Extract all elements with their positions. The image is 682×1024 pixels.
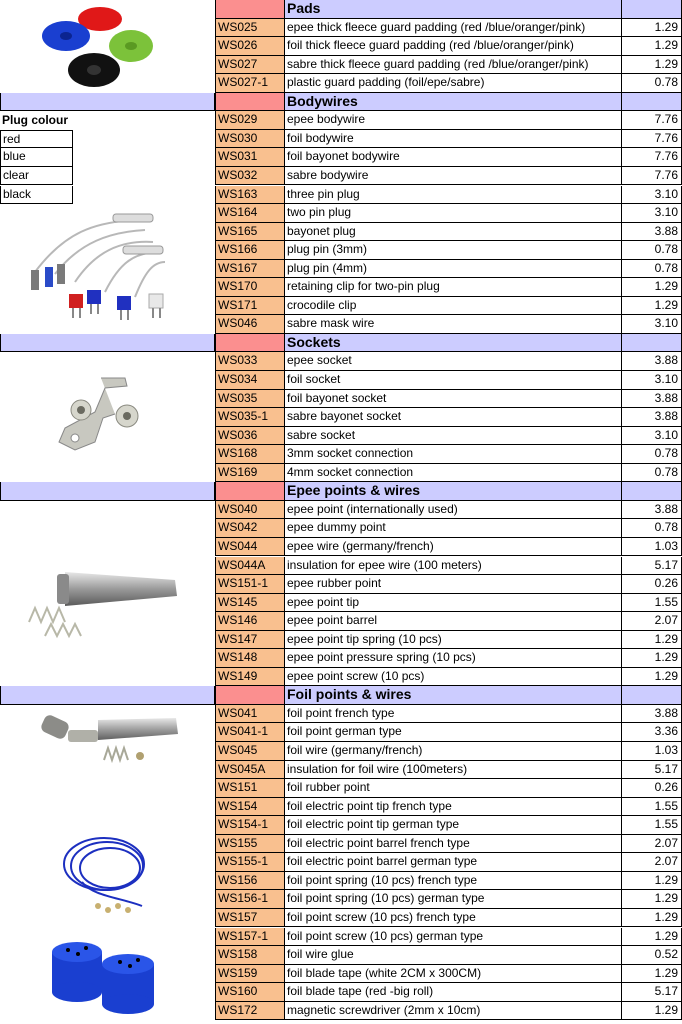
product-price: 1.29 <box>622 928 682 947</box>
section-header-code-cell <box>215 482 285 501</box>
product-price: 2.07 <box>622 853 682 872</box>
product-price: 3.88 <box>622 223 682 242</box>
product-price: 3.10 <box>622 186 682 205</box>
bodywire-plugs-picture <box>25 212 185 322</box>
plug-colour-item: red <box>0 130 73 149</box>
product-description: plug pin (3mm) <box>285 241 622 260</box>
product-code: WS044A <box>215 557 285 576</box>
product-description: epee point (internationally used) <box>285 501 622 520</box>
product-code: WS035 <box>215 390 285 409</box>
plug-colour-item: black <box>0 186 73 205</box>
product-description: foil blade tape (red -big roll) <box>285 983 622 1002</box>
product-row <box>0 538 682 557</box>
product-row <box>0 167 682 186</box>
product-price: 3.88 <box>622 390 682 409</box>
product-code: WS033 <box>215 352 285 371</box>
product-price: 0.52 <box>622 946 682 965</box>
product-description: foil wire (germany/french) <box>285 742 622 761</box>
product-description: epee rubber point <box>285 575 622 594</box>
section-header-row <box>0 334 682 353</box>
product-price: 1.03 <box>622 742 682 761</box>
product-price: 0.78 <box>622 74 682 93</box>
product-code: WS166 <box>215 241 285 260</box>
product-price: 1.29 <box>622 649 682 668</box>
product-description: retaining clip for two-pin plug <box>285 278 622 297</box>
product-code: WS145 <box>215 594 285 613</box>
product-code: WS156 <box>215 872 285 891</box>
product-price: 0.78 <box>622 241 682 260</box>
product-price: 3.10 <box>622 427 682 446</box>
screw-cases-picture <box>50 932 160 1016</box>
section-title: Foil points & wires <box>285 686 622 705</box>
product-price: 1.29 <box>622 909 682 928</box>
section-title: Sockets <box>285 334 622 353</box>
product-description: insulation for foil wire (100meters) <box>285 761 622 780</box>
product-price: 7.76 <box>622 130 682 149</box>
product-description: foil point spring (10 pcs) german type <box>285 890 622 909</box>
plug-colour-title: Plug colour <box>2 113 68 128</box>
product-code: WS025 <box>215 19 285 38</box>
product-row <box>0 148 682 167</box>
section-header-row <box>0 93 682 112</box>
product-price: 0.78 <box>622 260 682 279</box>
product-code: WS045 <box>215 742 285 761</box>
product-code: WS149 <box>215 668 285 687</box>
product-description: sabre mask wire <box>285 315 622 334</box>
product-description: 4mm socket connection <box>285 464 622 483</box>
guard-pads-picture <box>38 4 156 90</box>
product-description: foil point screw (10 pcs) french type <box>285 909 622 928</box>
sockets-picture <box>45 372 155 458</box>
product-code: WS040 <box>215 501 285 520</box>
product-description: foil rubber point <box>285 779 622 798</box>
foil-wire-picture <box>62 836 162 916</box>
product-price: 1.29 <box>622 37 682 56</box>
epee-point-picture <box>25 566 190 641</box>
product-code: WS034 <box>215 371 285 390</box>
product-price: 7.76 <box>622 167 682 186</box>
product-price: 1.29 <box>622 890 682 909</box>
product-code: WS151 <box>215 779 285 798</box>
product-code: WS035-1 <box>215 408 285 427</box>
section-title: Epee points & wires <box>285 482 622 501</box>
section-header-price-cell <box>622 334 682 353</box>
product-price: 1.55 <box>622 594 682 613</box>
product-description: foil point french type <box>285 705 622 724</box>
product-description: foil bayonet socket <box>285 390 622 409</box>
section-header-left-band <box>0 482 215 501</box>
product-row <box>0 779 682 798</box>
product-price: 1.03 <box>622 538 682 557</box>
section-header-left-band <box>0 334 215 353</box>
product-code: WS157-1 <box>215 928 285 947</box>
product-code: WS163 <box>215 186 285 205</box>
section-header-code-cell <box>215 93 285 112</box>
product-code: WS158 <box>215 946 285 965</box>
product-code: WS029 <box>215 111 285 130</box>
product-price: 3.88 <box>622 501 682 520</box>
section-title: Bodywires <box>285 93 622 112</box>
product-description: epee socket <box>285 352 622 371</box>
product-code: WS041-1 <box>215 723 285 742</box>
product-code: WS147 <box>215 631 285 650</box>
section-header-price-cell <box>622 482 682 501</box>
product-code: WS170 <box>215 278 285 297</box>
product-description: foil point screw (10 pcs) german type <box>285 928 622 947</box>
product-row <box>0 798 682 817</box>
product-description: foil electric point barrel french type <box>285 835 622 854</box>
product-code: WS045A <box>215 761 285 780</box>
product-description: foil point spring (10 pcs) french type <box>285 872 622 891</box>
product-description: foil blade tape (white 2CM x 300CM) <box>285 965 622 984</box>
section-header-left-band <box>0 93 215 112</box>
product-price: 5.17 <box>622 761 682 780</box>
product-code: WS046 <box>215 315 285 334</box>
product-code: WS154 <box>215 798 285 817</box>
product-code: WS164 <box>215 204 285 223</box>
product-price: 1.29 <box>622 278 682 297</box>
product-code: WS159 <box>215 965 285 984</box>
product-description: epee bodywire <box>285 111 622 130</box>
product-price: 0.78 <box>622 445 682 464</box>
product-description: epee dummy point <box>285 519 622 538</box>
product-row <box>0 668 682 687</box>
product-price: 0.26 <box>622 779 682 798</box>
product-code: WS165 <box>215 223 285 242</box>
product-price: 1.29 <box>622 965 682 984</box>
product-price: 0.78 <box>622 464 682 483</box>
product-description: 3mm socket connection <box>285 445 622 464</box>
product-code: WS146 <box>215 612 285 631</box>
product-code: WS148 <box>215 649 285 668</box>
plug-colour-item: clear <box>0 167 73 186</box>
product-code: WS157 <box>215 909 285 928</box>
product-price: 1.55 <box>622 816 682 835</box>
product-description: epee point screw (10 pcs) <box>285 668 622 687</box>
product-price: 3.10 <box>622 371 682 390</box>
foil-point-picture <box>40 710 180 770</box>
product-description: plastic guard padding (foil/epe/sabre) <box>285 74 622 93</box>
product-price: 1.55 <box>622 798 682 817</box>
product-code: WS030 <box>215 130 285 149</box>
product-row <box>0 501 682 520</box>
product-description: magnetic screwdriver (2mm x 10cm) <box>285 1002 622 1021</box>
product-price: 1.29 <box>622 56 682 75</box>
product-code: WS172 <box>215 1002 285 1021</box>
product-code: WS044 <box>215 538 285 557</box>
product-code: WS031 <box>215 148 285 167</box>
product-price: 7.76 <box>622 148 682 167</box>
product-description: insulation for epee wire (100 meters) <box>285 557 622 576</box>
product-price: 3.10 <box>622 204 682 223</box>
product-description: foil wire glue <box>285 946 622 965</box>
product-row <box>0 649 682 668</box>
product-description: two pin plug <box>285 204 622 223</box>
product-code: WS032 <box>215 167 285 186</box>
product-price: 1.29 <box>622 19 682 38</box>
product-description: foil bodywire <box>285 130 622 149</box>
product-description: bayonet plug <box>285 223 622 242</box>
section-header-code-cell <box>215 334 285 353</box>
product-code: WS027 <box>215 56 285 75</box>
product-code: WS036 <box>215 427 285 446</box>
product-code: WS171 <box>215 297 285 316</box>
product-description: sabre thick fleece guard padding (red /blue/oranger/pink) <box>285 56 622 75</box>
section-header-price-cell <box>622 0 682 19</box>
section-title: Pads <box>285 0 622 19</box>
product-description: epee point tip spring (10 pcs) <box>285 631 622 650</box>
product-description: foil bayonet bodywire <box>285 148 622 167</box>
product-row <box>0 816 682 835</box>
product-code: WS167 <box>215 260 285 279</box>
product-description: foil socket <box>285 371 622 390</box>
section-header-code-cell <box>215 686 285 705</box>
product-price: 1.29 <box>622 668 682 687</box>
section-header-code-cell <box>215 0 285 19</box>
section-header-row <box>0 686 682 705</box>
product-code: WS151-1 <box>215 575 285 594</box>
product-description: epee point pressure spring (10 pcs) <box>285 649 622 668</box>
product-row <box>0 186 682 205</box>
product-price: 2.07 <box>622 612 682 631</box>
product-price: 5.17 <box>622 557 682 576</box>
product-description: foil electric point barrel german type <box>285 853 622 872</box>
product-code: WS027-1 <box>215 74 285 93</box>
section-header-price-cell <box>622 93 682 112</box>
product-price: 1.29 <box>622 297 682 316</box>
section-header-left-band <box>0 686 215 705</box>
product-row <box>0 519 682 538</box>
product-price: 3.88 <box>622 352 682 371</box>
product-code: WS160 <box>215 983 285 1002</box>
product-description: foil electric point tip german type <box>285 816 622 835</box>
product-code: WS026 <box>215 37 285 56</box>
product-description: foil point german type <box>285 723 622 742</box>
product-row <box>0 464 682 483</box>
product-price: 1.29 <box>622 631 682 650</box>
product-code: WS041 <box>215 705 285 724</box>
product-description: plug pin (4mm) <box>285 260 622 279</box>
product-row <box>0 352 682 371</box>
product-description: epee wire (germany/french) <box>285 538 622 557</box>
product-price: 1.29 <box>622 1002 682 1021</box>
product-code: WS169 <box>215 464 285 483</box>
product-code: WS156-1 <box>215 890 285 909</box>
product-description: foil thick fleece guard padding (red /blue/oranger/pink) <box>285 37 622 56</box>
product-row <box>0 130 682 149</box>
product-price: 5.17 <box>622 983 682 1002</box>
plug-colour-item: blue <box>0 148 73 167</box>
product-description: crocodile clip <box>285 297 622 316</box>
product-price: 1.29 <box>622 872 682 891</box>
product-price: 3.88 <box>622 705 682 724</box>
product-code: WS155-1 <box>215 853 285 872</box>
product-description: foil electric point tip french type <box>285 798 622 817</box>
product-code: WS168 <box>215 445 285 464</box>
section-header-row <box>0 482 682 501</box>
product-description: epee point barrel <box>285 612 622 631</box>
product-description: sabre bodywire <box>285 167 622 186</box>
product-code: WS154-1 <box>215 816 285 835</box>
product-description: epee point tip <box>285 594 622 613</box>
section-header-price-cell <box>622 686 682 705</box>
product-description: three pin plug <box>285 186 622 205</box>
product-description: sabre socket <box>285 427 622 446</box>
product-price: 3.88 <box>622 408 682 427</box>
product-price: 3.10 <box>622 315 682 334</box>
product-price: 2.07 <box>622 835 682 854</box>
product-price: 0.78 <box>622 519 682 538</box>
product-row <box>0 111 682 130</box>
product-code: WS155 <box>215 835 285 854</box>
product-price: 3.36 <box>622 723 682 742</box>
product-description: sabre bayonet socket <box>285 408 622 427</box>
product-price: 7.76 <box>622 111 682 130</box>
product-code: WS042 <box>215 519 285 538</box>
product-price: 0.26 <box>622 575 682 594</box>
product-description: epee thick fleece guard padding (red /blue/oranger/pink) <box>285 19 622 38</box>
